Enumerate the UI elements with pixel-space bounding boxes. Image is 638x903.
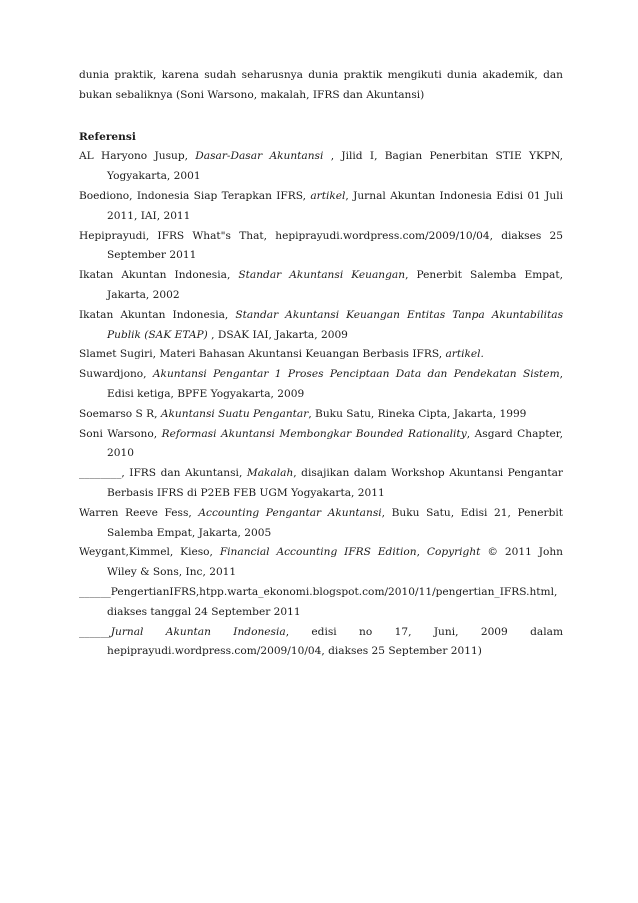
reference-text: Ikatan Akuntan Indonesia, xyxy=(79,269,239,282)
reference-title: artikel xyxy=(310,189,346,202)
reference-entry xyxy=(79,365,563,405)
document-page xyxy=(79,66,563,662)
reference-entry xyxy=(79,583,563,623)
reference-title: Jurnal Akuntan Indonesia xyxy=(110,625,286,638)
reference-title: Financial Accounting IFRS Edition xyxy=(219,546,417,559)
reference-text: Slamet Sugiri, Materi Bahasan Akuntansi Keuangan Berbasis IFRS, xyxy=(79,348,446,361)
reference-text: Hepiprayudi, IFRS What"s That, hepiprayudi.wordpress.com/2009/10/04, diakses 25 September 2011 xyxy=(79,229,563,262)
reference-text: , Asgard Chapter, 2010 xyxy=(107,427,563,460)
reference-title: Reformasi Akuntansi Membongkar Bounded Rationality xyxy=(161,427,467,440)
reference-title: artikel. xyxy=(445,348,484,361)
intro-paragraph: dunia praktik, karena sudah seharusnya dunia praktik mengikuti dunia akademik, dan bukan sebaliknya (Soni Warsono, makalah, IFRS dan Akuntansi) xyxy=(79,69,563,101)
reference-text: , Buku Satu, Edisi 21, Penerbit Salemba Empat, Jakarta, 2005 xyxy=(107,506,564,539)
reference-text: Boediono, Indonesia Siap Terapkan IFRS, xyxy=(79,189,311,202)
reference-text: ______PengertianIFRS,htpp.warta_ekonomi.blogspot.com/2010/11/pengertian_IFRS.html, diakses tanggal 24 September 2011 xyxy=(79,585,558,618)
reference-entry xyxy=(79,345,563,365)
reference-text: , DSAK IAI, Jakarta, 2009 xyxy=(207,328,348,341)
reference-title: Standar Akuntansi Keuangan Entitas Tanpa Akuntabilitas Publik (SAK ETAP) xyxy=(107,308,563,341)
reference-entry xyxy=(79,187,563,227)
reference-list xyxy=(79,147,563,662)
reference-title: Akuntansi Pengantar 1 Proses Penciptaan Data dan Pendekatan Sistem xyxy=(152,368,560,381)
reference-entry xyxy=(79,504,563,544)
reference-entry xyxy=(79,464,563,504)
reference-entry xyxy=(79,147,563,187)
reference-entry xyxy=(79,543,563,583)
reference-text: Ikatan Akuntan Indonesia, xyxy=(79,308,236,321)
reference-text: , Jurnal Akuntan Indonesia Edisi 01 Juli 2011, IAI, 2011 xyxy=(107,189,563,222)
reference-entry xyxy=(79,266,563,306)
reference-text: Soni Warsono, xyxy=(79,427,162,440)
reference-text: , Edisi ketiga, BPFE Yogyakarta, 2009 xyxy=(107,368,563,400)
reference-title: Makalah xyxy=(246,467,294,480)
reference-title: Dasar-Dasar Akuntansi xyxy=(195,150,324,163)
reference-entry xyxy=(79,405,563,425)
reference-entry xyxy=(79,227,563,267)
reference-text: Warren Reeve Fess, xyxy=(79,506,199,519)
reference-title: Accounting Pengantar Akuntansi xyxy=(198,506,382,519)
reference-entry xyxy=(79,306,563,346)
reference-text: , xyxy=(416,546,427,559)
reference-text: , disajikan dalam Workshop Akuntansi Pengantar Berbasis IFRS di P2EB FEB UGM Yogyakarta, 2011 xyxy=(107,467,563,499)
reference-text: , Jilid I, Bagian Penerbitan STIE YKPN, Yogyakarta, 2001 xyxy=(107,150,563,183)
reference-text: ______ xyxy=(79,625,111,638)
reference-text: © 2011 John Wiley & Sons, Inc, 2011 xyxy=(107,546,563,579)
reference-title: Akuntansi Suatu Pengantar xyxy=(160,407,309,420)
reference-text: Weygant,Kimmel, Kieso, xyxy=(79,546,220,559)
reference-text: Soemarso S R, xyxy=(79,407,161,420)
references-heading: Referensi xyxy=(79,130,136,143)
reference-text: Suwardjono, xyxy=(79,368,153,381)
reference-entry xyxy=(79,623,563,663)
reference-text: ________, IFRS dan Akuntansi, xyxy=(79,467,247,480)
reference-text: , edisi no 17, Juni, 2009 dalam hepiprayudi.wordpress.com/2009/10/04, diakses 25 September 2011) xyxy=(107,625,563,658)
reference-text: , Buku Satu, Rineka Cipta, Jakarta, 1999 xyxy=(308,407,527,420)
reference-text: AL Haryono Jusup, xyxy=(79,150,196,163)
reference-title: Standar Akuntansi Keuangan xyxy=(238,269,406,282)
reference-text: , Penerbit Salemba Empat, Jakarta, 2002 xyxy=(107,269,563,301)
reference-title: Copyright xyxy=(426,546,481,559)
reference-entry xyxy=(79,425,563,465)
